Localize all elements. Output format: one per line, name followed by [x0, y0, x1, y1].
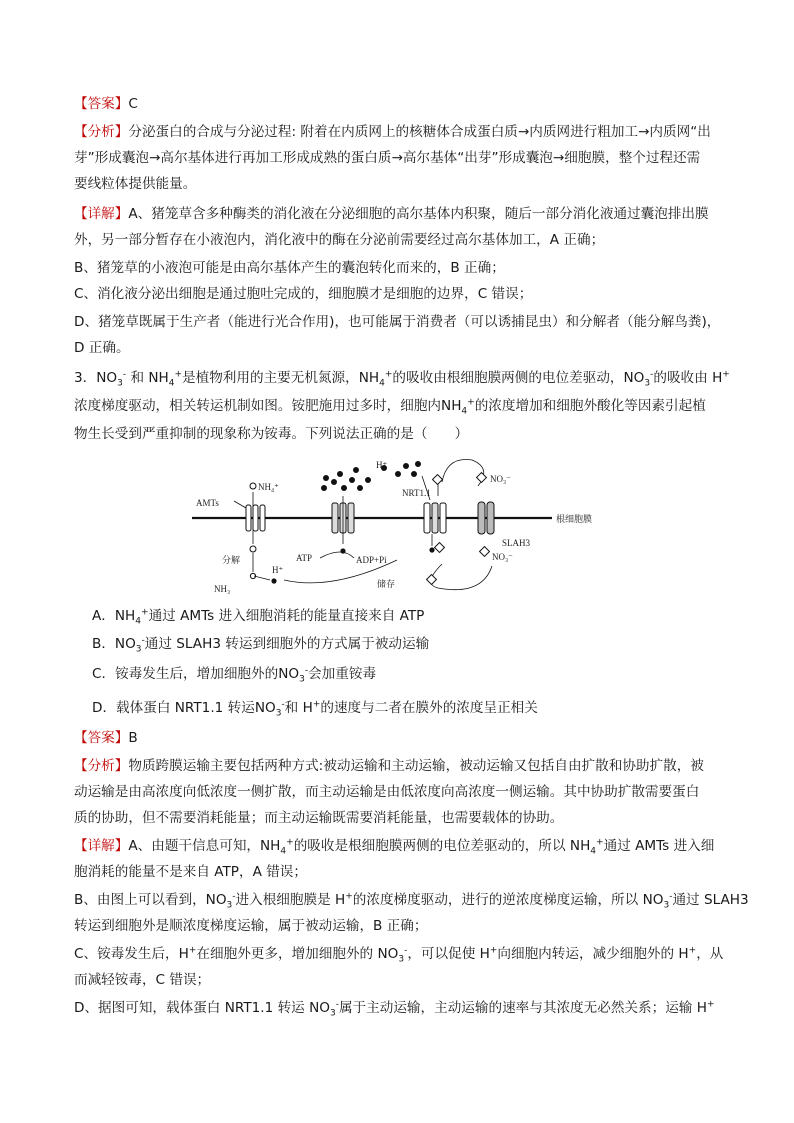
question-number: 3． — [74, 370, 97, 386]
option-text: C．铵毒发生后，增加细胞外的 — [92, 666, 279, 682]
text: ，从 — [696, 946, 724, 962]
formula-sub: 4 — [461, 406, 468, 417]
formula-sup: + — [596, 837, 604, 848]
formula-sub: 4 — [135, 616, 142, 627]
formula-nh4 — [441, 397, 475, 417]
answer-tag: 【答案】 — [74, 96, 129, 112]
formula-sup: + — [688, 945, 697, 956]
text: 的吸收由 H — [653, 370, 723, 386]
amts-channel — [246, 505, 265, 531]
formula-sup: + — [467, 397, 475, 408]
question-line — [74, 396, 706, 416]
formula-sup: + — [286, 837, 294, 848]
formula-sub: 3 — [644, 378, 651, 389]
text: 和 — [130, 370, 145, 386]
formula-text: NO — [278, 666, 300, 682]
detail-line: B、猪笼草的小液泡可能是由高尔基体产生的囊泡转化而来的，B 正确； — [74, 260, 505, 276]
text: A、由题干信息可知，NH — [128, 838, 281, 854]
detail-line: 外，另一部分暂存在小液泡内，消化液中的酶在分泌前需要经过高尔基体加工，A 正确； — [74, 232, 605, 248]
formula-sup: - — [404, 945, 408, 956]
formula-sub: 3 — [329, 1008, 336, 1019]
text: 的浓度增加和细胞外酸化等因素引起植 — [474, 398, 706, 414]
formula-sup: - — [304, 665, 309, 676]
nh4-ion — [250, 483, 256, 489]
answer-tag: 【答案】 — [74, 730, 129, 746]
nh4-label: NH₄⁺ — [258, 482, 279, 492]
text: 通过 AMTs 进入细 — [603, 838, 715, 854]
option-b — [92, 634, 429, 654]
formula-sup: - — [281, 699, 285, 710]
text: 是植物利用的主要无机氮源， — [182, 370, 359, 386]
formula-text: NH — [358, 370, 380, 386]
formula-sup: + — [312, 699, 321, 710]
text: 的吸收由根细胞膜两侧的电位差驱动， — [392, 370, 624, 386]
text: B、由图上可以看到，NO — [74, 892, 227, 908]
formula-text: NO — [623, 370, 645, 386]
option-text: 和 H — [284, 700, 313, 716]
formula-sup: - — [141, 635, 145, 646]
text: D、据图可知，载体蛋白 NRT1.1 转运 NO — [74, 1000, 330, 1016]
question-line — [74, 368, 730, 388]
h-label-outside: H⁺ — [376, 460, 388, 470]
h-ion — [271, 578, 276, 583]
formula-text: NO — [96, 370, 118, 386]
text: 通过 SLAH3 — [672, 892, 749, 908]
formula-sub: 3 — [398, 954, 405, 965]
answer-line — [74, 728, 138, 748]
formula-sup: - — [122, 369, 127, 380]
formula-no3 — [623, 369, 654, 389]
detail-line — [74, 836, 714, 856]
detail-tag: 【详解】 — [74, 206, 129, 222]
formula-sub: 4 — [280, 846, 287, 857]
analysis-line — [74, 756, 704, 776]
formula-nh4 — [148, 369, 183, 389]
analysis-line: 芽”形成囊泡→高尔基体进行再加工形成成熟的蛋白质→高尔基体“出芽”形成囊泡→细胞膜，整个过程还需 — [74, 150, 701, 166]
detail-line: D、猪笼草既属于生产者（能进行光合作用)，也可能属于消费者（可以诱捕昆虫）和分解者（能分解鸟粪)， — [74, 314, 721, 330]
formula-sub: 3 — [117, 378, 123, 389]
option-text: 的速度与二者在膜外的浓度呈正相关 — [320, 700, 538, 716]
formula-no3 — [96, 369, 127, 389]
formula-sup: - — [669, 891, 673, 902]
formula-sub: 4 — [168, 378, 175, 389]
option-text: 通过 SLAH3 转运到细胞外的方式属于被动运输 — [144, 636, 430, 652]
option-text: A．NH — [92, 608, 136, 624]
option-text: D．载体蛋白 NRT1.1 转运 — [92, 700, 255, 716]
analysis-tag: 【分析】 — [74, 124, 129, 140]
formula-text: NO — [114, 636, 136, 652]
analysis-line: 要线粒体提供能量。 — [74, 176, 197, 192]
no3-label-bottom: NO₃⁻ — [492, 552, 513, 562]
formula-sup: + — [722, 369, 730, 380]
option-c — [92, 664, 376, 684]
detail-tag: 【详解】 — [74, 838, 129, 854]
text: 进入根细胞膜是 H — [235, 892, 346, 908]
formula-sub: 4 — [590, 846, 597, 857]
detail-line — [74, 204, 709, 224]
formula-sup: - — [650, 369, 654, 380]
formula-sup: + — [384, 369, 393, 380]
no3-label-top: NO₃⁻ — [490, 474, 511, 484]
detail-line — [74, 890, 749, 910]
answer-value: B — [128, 730, 138, 746]
formula-sup: + — [141, 607, 149, 618]
nh4-ion — [250, 546, 256, 552]
formula-text: NO — [254, 700, 276, 716]
formula-sub: 3 — [663, 900, 670, 911]
text: 在细胞外更多，增加细胞外的 NO — [196, 946, 399, 962]
option-text: 会加重铵毒 — [308, 666, 377, 682]
option-text: 通过 AMTs 进入细胞消耗的能量直接来自 ATP — [148, 608, 425, 624]
detail-line: 转运到细胞外是顺浓度梯度运输，属于被动运输，B 正确； — [74, 918, 428, 934]
formula-sup: + — [188, 945, 197, 956]
formula-nh4 — [358, 369, 393, 389]
atp-label: ATP — [296, 553, 313, 563]
no3-storage-arrow — [431, 564, 492, 590]
no3-cycle-arrow — [442, 459, 484, 486]
text: 的浓度梯度驱动，进行的逆浓度梯度运输，所以 NO — [352, 892, 664, 908]
analysis-line — [74, 122, 711, 142]
option-d — [92, 698, 538, 718]
formula-sub: 4 — [379, 378, 385, 389]
analysis-line: 动运输是由高浓度向低浓度一侧扩散，而主动运输是由低浓度向高浓度一侧运输。其中协助扩散需要蛋白 — [74, 784, 700, 800]
text: 浓度梯度驱动，相关转运机制如图。铵肥施用过多时，细胞内 — [74, 398, 442, 414]
text: 属于主动运输，主动运输的速率与其浓度无必然关系；运输 H — [338, 1000, 707, 1016]
analysis-line: 质的协助，但不需要消耗能量；而主动运输既需要消耗能量，也需要载体的协助。 — [74, 810, 564, 826]
nrt-channel — [424, 503, 446, 533]
formula-sub: 3 — [299, 674, 305, 685]
formula-sup: + — [345, 891, 353, 902]
detail-line: 胞消耗的能量不是来自 ATP，A 错误； — [74, 864, 307, 880]
detail-line: C、消化液分泌出细胞是通过胞吐完成的，细胞膜才是细胞的边界，C 错误； — [74, 286, 533, 302]
slah3-label: SLAH3 — [502, 538, 531, 548]
analysis-tag: 【分析】 — [74, 758, 129, 774]
text-line: 分泌蛋白的合成与分泌过程: 附着在内质网上的核糖体合成蛋白质→内质网进行粗加工→内质网“出 — [128, 124, 711, 140]
nrt-label: NRT1.1 — [402, 488, 431, 498]
formula-sup: + — [174, 369, 183, 380]
answer-line — [74, 94, 138, 114]
text: 向细胞内转运，减少细胞外的 H — [497, 946, 689, 962]
transport-diagram — [192, 456, 612, 598]
option-text: B． — [92, 636, 115, 652]
no3-ion — [433, 475, 443, 485]
detail-line — [74, 944, 723, 964]
formula-sub: 3 — [135, 644, 142, 655]
text-line: 物质跨膜运输主要包括两种方式:被动运输和主动运输，被动运输又包括自由扩散和协助扩散，被 — [128, 758, 704, 774]
formula-sup: + — [489, 945, 498, 956]
text-line: A、猪笼草含多种酶类的消化液在分泌细胞的高尔基体内积聚，随后一部分消化液通过囊泡排出膜 — [128, 206, 709, 222]
detail-line: 而减轻铵毒，C 错误； — [74, 972, 211, 988]
decompose-label: 分解 — [222, 555, 241, 565]
text: ，可以促使 H — [407, 946, 490, 962]
formula-sup: + — [706, 999, 715, 1010]
detail-line — [74, 998, 715, 1018]
detail-line: D 正确。 — [74, 340, 130, 356]
formula-sup: - — [335, 999, 339, 1010]
adp-label: ADP+Pi — [356, 555, 387, 565]
text: C、铵毒发生后，H — [74, 946, 189, 962]
formula-sub: 3 — [226, 900, 233, 911]
h-label: H⁺ — [272, 565, 284, 575]
option-a — [92, 606, 424, 626]
formula-text: NH — [441, 398, 462, 414]
formula-text: NH — [148, 370, 169, 386]
formula-sub: 3 — [275, 708, 282, 719]
question-line: 物生长受到严重抑制的现象称为铵毒。下列说法正确的是（ ） — [74, 426, 469, 442]
store-label: 储存 — [377, 579, 396, 589]
formula-sup: - — [232, 891, 236, 902]
text: 的吸收是根细胞膜两侧的电位差驱动的，所以 NH — [293, 838, 591, 854]
h-ions-outside — [321, 461, 421, 491]
nh3-label: NH₃ — [214, 584, 231, 594]
membrane-label: 根细胞膜 — [556, 514, 593, 524]
answer-value: C — [128, 96, 138, 112]
amts-label: AMTs — [196, 498, 219, 508]
